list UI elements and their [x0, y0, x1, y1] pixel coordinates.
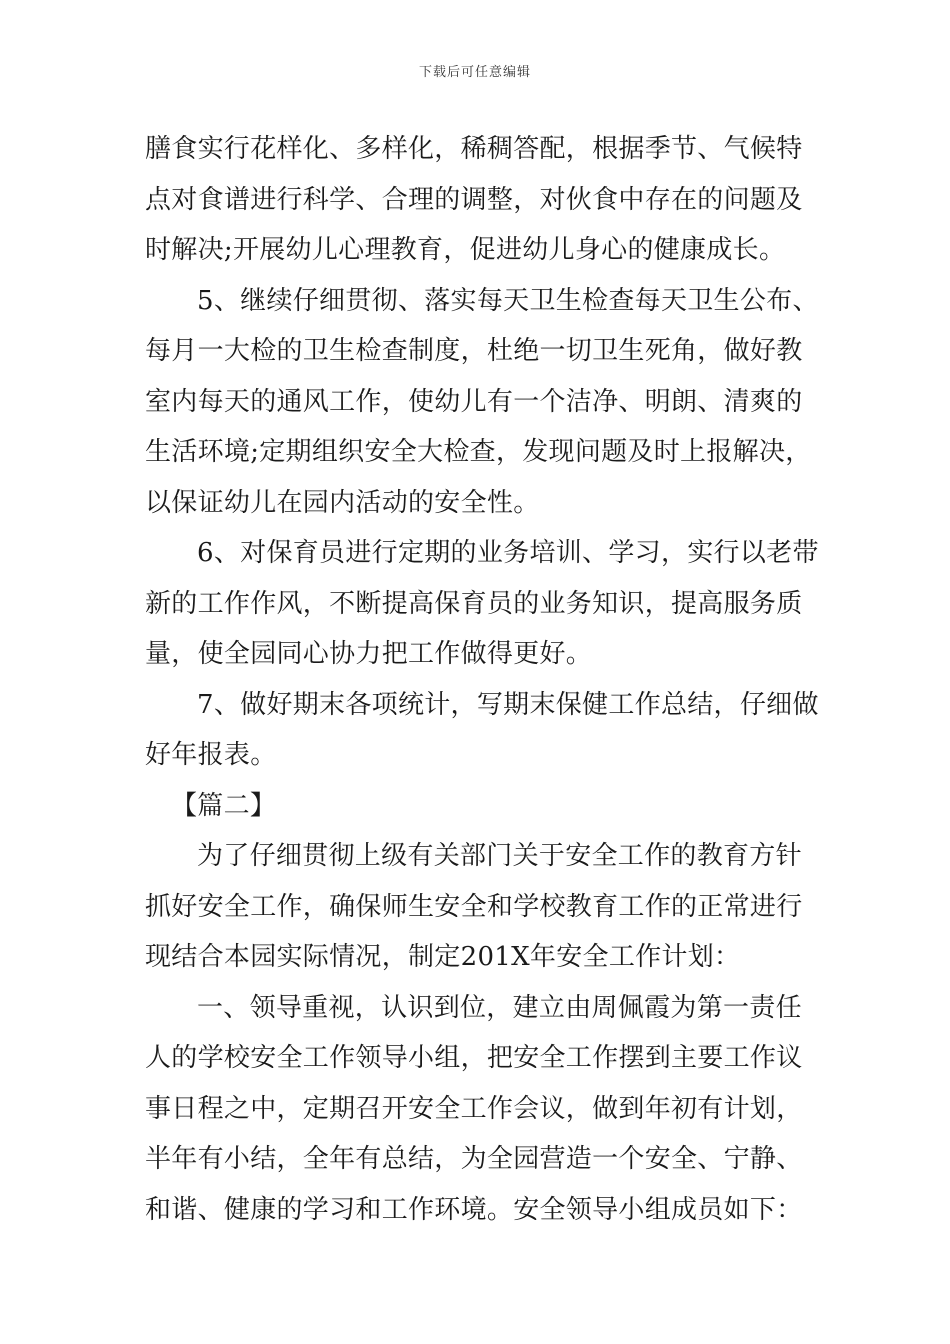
text-line: 人的学校安全工作领导小组，把安全工作摆到主要工作议 [145, 1043, 803, 1073]
paragraph-item-1: 一、领导重视，认识到位，建立由周佩霞为第一责任 [197, 992, 802, 1023]
text-line: 时解决;开展幼儿心理教育，促进幼儿身心的健康成长。 [145, 235, 786, 265]
text-line: 点对食谱进行科学、合理的调整，对伙食中存在的问题及 [145, 184, 803, 215]
document-body [145, 124, 819, 1235]
text-line: 现结合本园实际情况，制定201X年安全工作计划： [145, 942, 741, 972]
section-title: 【篇二】 [171, 790, 277, 821]
text-line: 以保证幼儿在园内活动的安全性。 [145, 487, 540, 518]
text-line: 好年报表。 [145, 740, 277, 770]
text-line: 膳食实行花样化、多样化，稀稠答配，根据季节、气候特 [145, 134, 803, 164]
text-line: 量，使全园同心协力把工作做得更好。 [145, 639, 593, 669]
text-line: 事日程之中，定期召开安全工作会议，做到年初有计划， [145, 1093, 803, 1124]
text-line: 和谐、健康的学习和工作环境。安全领导小组成员如下： [145, 1194, 803, 1225]
text-line: 生活环境;定期组织安全大检查，发现问题及时上报解决， [145, 437, 812, 467]
paragraph-item-7: 7、做好期末各项统计，写期末保健工作总结，仔细做 [197, 689, 819, 720]
text-line: 新的工作作风，不断提高保育员的业务知识，提高服务质 [145, 588, 803, 619]
paragraph-intro: 为了仔细贯彻上级有关部门关于安全工作的教育方针 [197, 841, 802, 871]
paragraph-item-6: 6、对保育员进行定期的业务培训、学习，实行以老带 [197, 538, 819, 568]
text-line: 每月一大检的卫生检查制度，杜绝一切卫生死角，做好教 [145, 336, 803, 366]
text-line: 半年有小结，全年有总结，为全园营造一个安全、宁静、 [145, 1144, 803, 1174]
text-line: 抓好安全工作，确保师生安全和学校教育工作的正常进行 [145, 891, 803, 922]
page-header: 下载后可任意编辑 [418, 65, 531, 80]
paragraph-item-5: 5、继续仔细贯彻、落实每天卫生检查每天卫生公布、 [197, 285, 819, 316]
text-line: 室内每天的通风工作，使幼儿有一个洁净、明朗、清爽的 [145, 386, 803, 417]
